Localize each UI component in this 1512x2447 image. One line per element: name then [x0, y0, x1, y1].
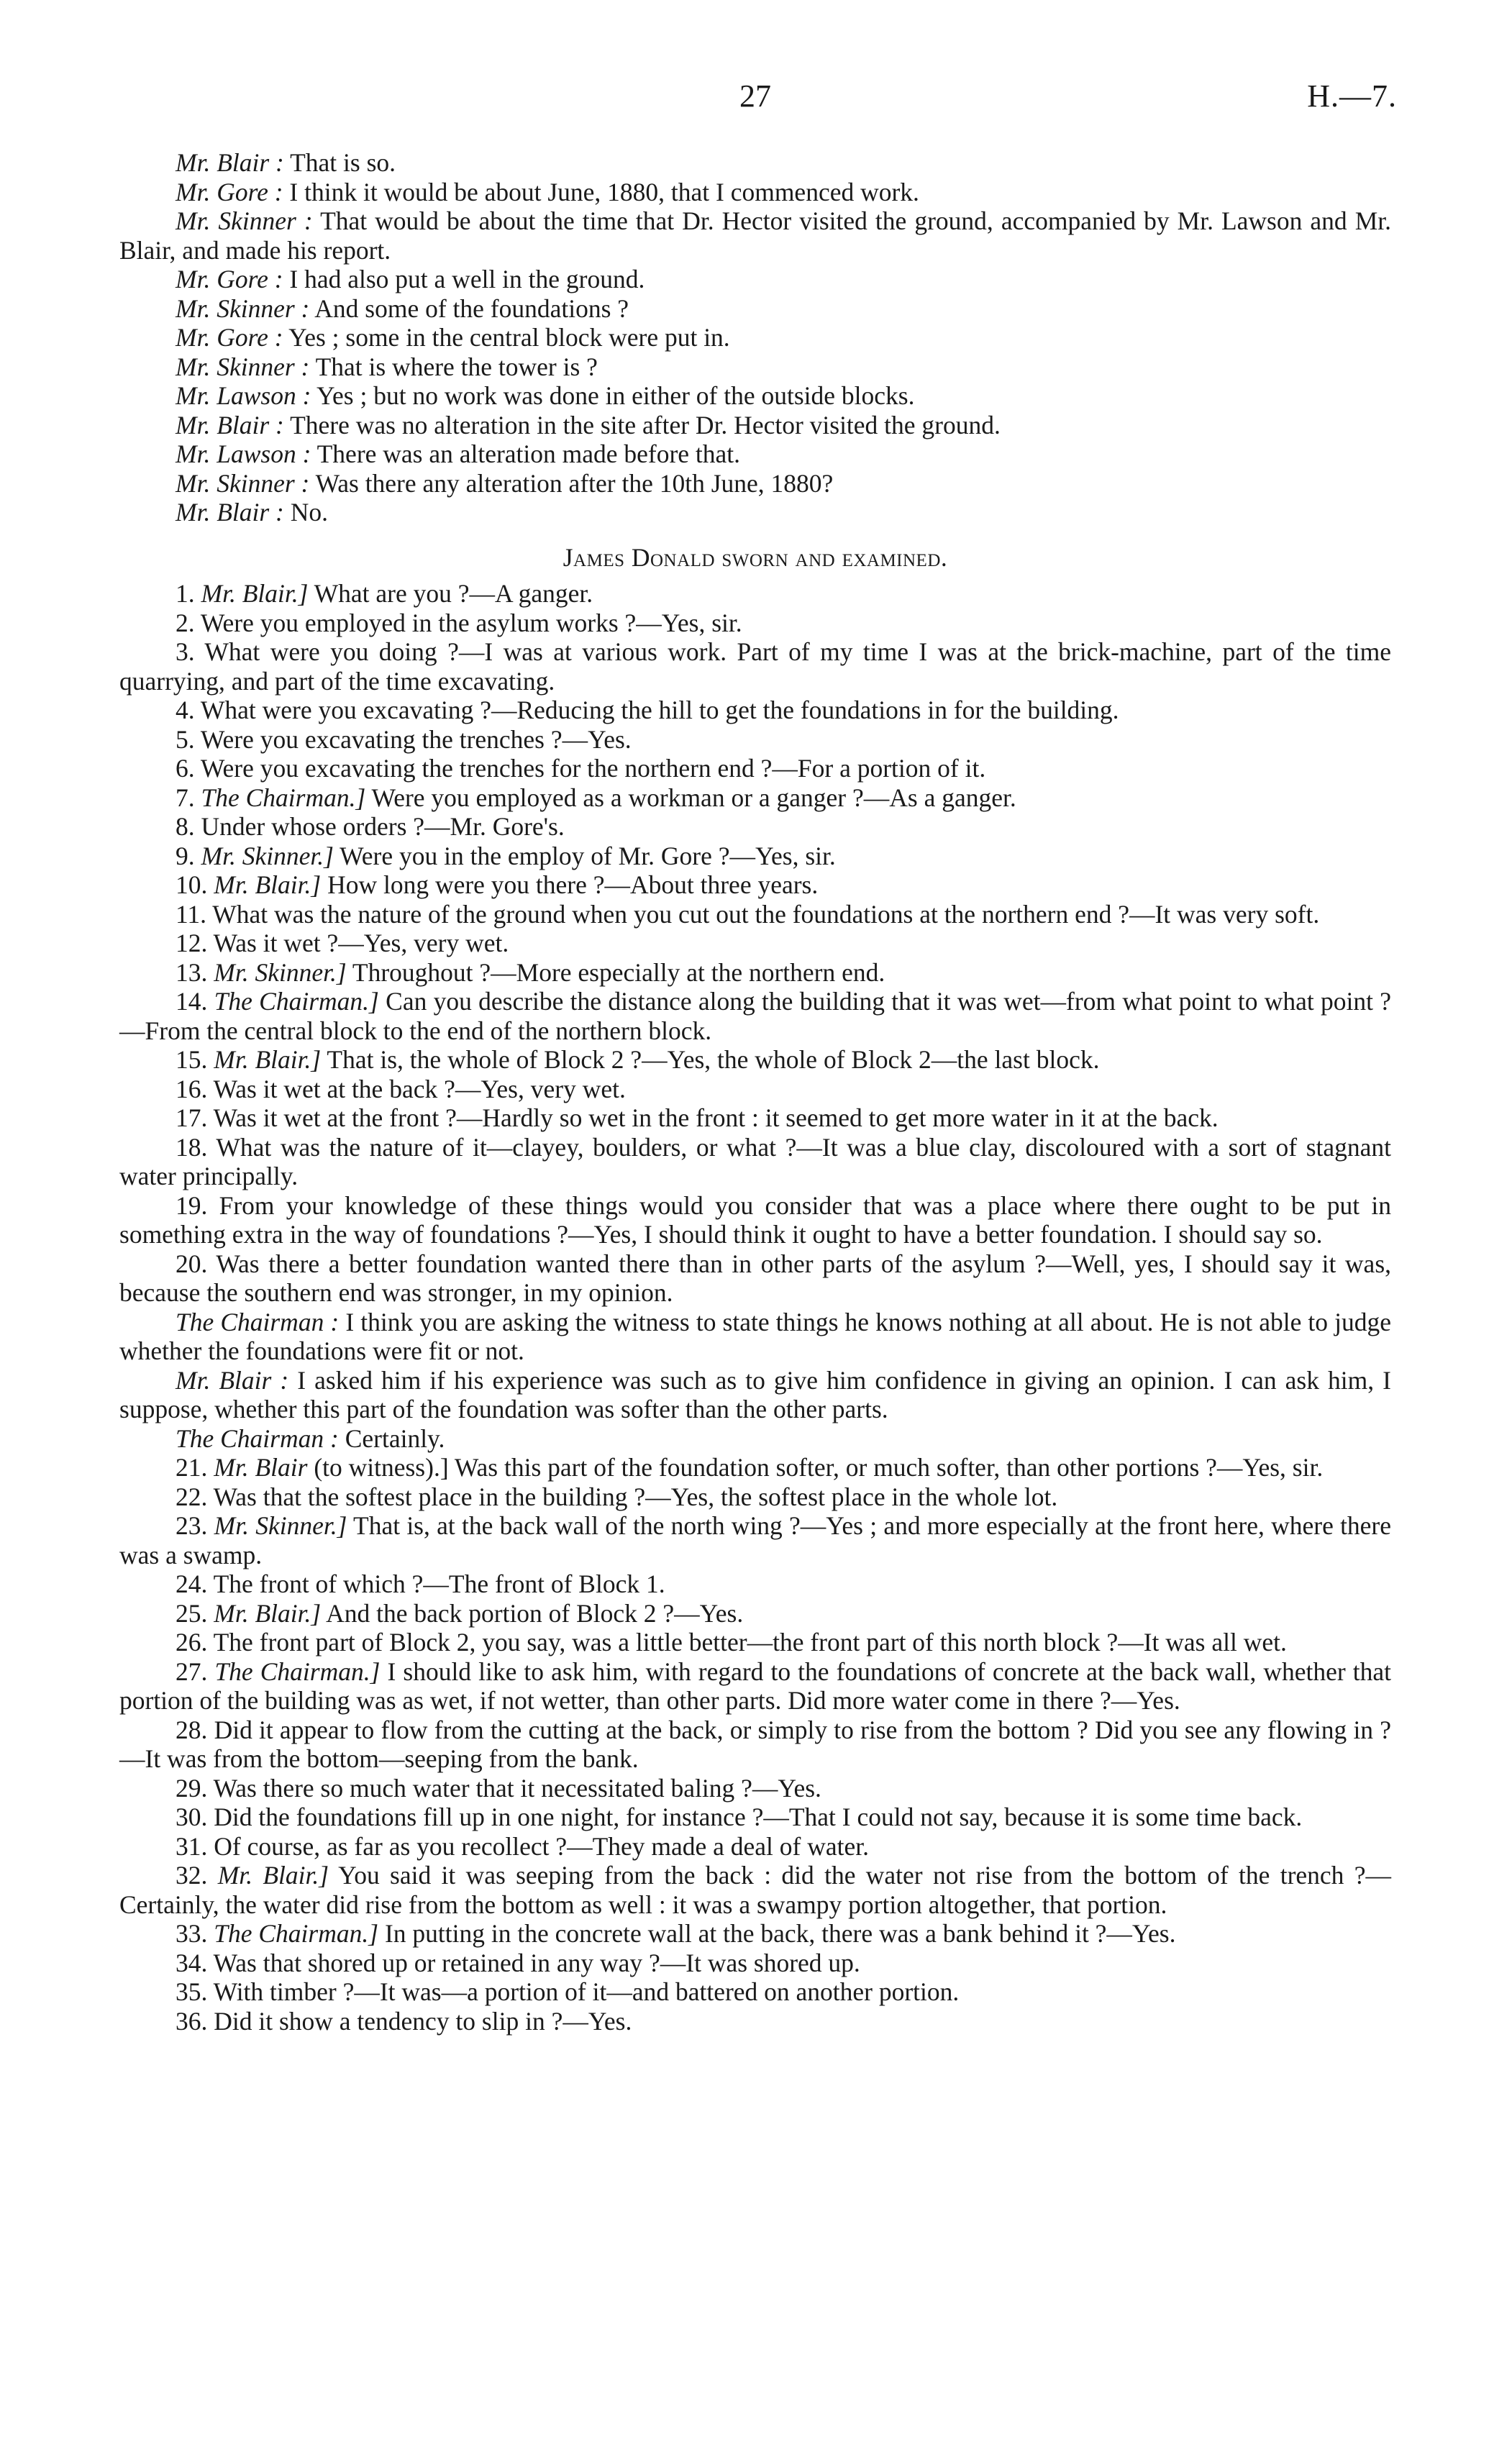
question-number: 29.	[176, 1773, 208, 1803]
question-item	[119, 1045, 1391, 1075]
question-text: Was that the softest place in the building ?—Yes, the softest place in the whole lot.	[213, 1482, 1058, 1511]
questions-part-one	[119, 579, 1391, 1308]
dialogue-text: Was there any alteration after the 10th June, 1880?	[315, 468, 834, 498]
question-speaker: Mr. Blair.]	[201, 579, 309, 608]
question-text: Was there so much water that it necessitated baling ?—Yes.	[213, 1773, 821, 1803]
page-number: 27	[739, 78, 771, 114]
speaker: Mr. Lawson :	[176, 381, 311, 410]
question-text: Were you excavating the trenches ?—Yes.	[200, 724, 632, 754]
dialogue-line	[119, 294, 1391, 324]
speaker: Mr. Gore :	[176, 177, 283, 206]
question-speaker: Mr. Skinner.]	[214, 957, 347, 987]
question-text: Was there a better foundation wanted there than in other parts of the asylum ?—Well, yes, I should say it was, because the southern end was stronger, in my opinion.	[119, 1249, 1392, 1307]
dialogue-line	[119, 1366, 1391, 1424]
question-text: Was it wet at the front ?—Hardly so wet in the front : it seemed to get more water in it at the back.	[213, 1103, 1219, 1132]
dialogue-line	[119, 1308, 1391, 1366]
question-text: From your knowledge of these things would you consider that was a place where there ought to be put in something extra in the way of foundations ?—Yes, I should think it ought to have a better foundation. I should say so.	[119, 1190, 1391, 1249]
speaker: The Chairman :	[176, 1307, 340, 1336]
question-speaker: Mr. Blair.]	[214, 870, 322, 899]
question-text: The front of which ?—The front of Block 1.	[213, 1569, 665, 1598]
speaker: Mr. Lawson :	[176, 439, 311, 468]
dialogue-text: That is so.	[290, 148, 396, 177]
question-item	[119, 1628, 1391, 1657]
question-number: 4.	[176, 696, 195, 724]
question-item	[119, 1861, 1391, 1919]
question-number: 14.	[176, 987, 208, 1016]
question-item	[119, 579, 1391, 609]
question-number: 34.	[176, 1948, 208, 1977]
questions-part-two	[119, 1453, 1391, 2036]
question-item	[119, 2007, 1391, 2036]
question-text: Of course, as far as you recollect ?—They made a deal of water.	[214, 1831, 869, 1861]
dialogue-line	[119, 381, 1391, 411]
question-number: 8.	[176, 812, 195, 841]
interjections	[119, 1308, 1391, 1454]
question-item	[119, 1482, 1391, 1512]
question-item	[119, 1511, 1391, 1569]
dialogue-line	[119, 178, 1391, 207]
dialogue-line	[119, 439, 1391, 469]
question-number: 26.	[176, 1628, 208, 1657]
question-number: 16.	[176, 1074, 208, 1103]
question-number: 11.	[176, 899, 207, 929]
question-number: 5.	[176, 724, 195, 754]
question-text: With timber ?—It was—a portion of it—and battered on another portion.	[213, 1977, 960, 2006]
question-number: 33.	[176, 1919, 208, 1948]
question-item	[119, 696, 1391, 725]
question-speaker: Mr. Skinner.]	[201, 841, 334, 870]
question-item	[119, 1249, 1391, 1308]
speaker: The Chairman :	[176, 1423, 339, 1453]
question-number: 28.	[176, 1715, 208, 1744]
question-number: 15.	[176, 1045, 208, 1074]
question-number: 7.	[176, 783, 195, 812]
question-text: In putting in the concrete wall at the back, there was a bank behind it ?—Yes.	[384, 1919, 1176, 1948]
question-number: 6.	[176, 754, 195, 783]
question-speaker: The Chairman.]	[201, 783, 366, 812]
dialogue-line	[119, 469, 1391, 498]
speaker: Mr. Skinner :	[176, 352, 310, 381]
dialogue-text: There was no alteration in the site after Dr. Hector visited the ground.	[290, 410, 1001, 439]
speaker: Mr. Skinner :	[176, 468, 310, 498]
question-number: 1.	[176, 579, 195, 608]
dialogue-text: I think you are asking the witness to state things he knows nothing at all about. He is not able to judge whether the foundations were fit or not.	[119, 1307, 1391, 1365]
question-speaker: Mr. Blair.]	[214, 1045, 322, 1074]
question-text: I should like to ask him, with regard to the foundations of concrete at the back wall, whether that portion of the building was as wet, if not wetter, than other parts. Did more water come in there ?—Yes.	[119, 1657, 1392, 1715]
question-item	[119, 637, 1391, 696]
question-speaker: Mr. Blair.]	[214, 1598, 322, 1628]
dialogue-text: No.	[290, 498, 329, 527]
question-item	[119, 958, 1391, 988]
question-number: 22.	[176, 1482, 208, 1511]
question-number: 30.	[176, 1803, 208, 1831]
question-speaker: The Chairman.]	[214, 1919, 379, 1948]
question-item	[119, 1453, 1391, 1482]
dialogue-text: Yes ; some in the central block were put in.	[288, 323, 730, 352]
speaker: Mr. Blair :	[176, 148, 284, 177]
question-number: 24.	[176, 1569, 208, 1598]
question-item	[119, 1774, 1391, 1803]
question-number: 17.	[176, 1103, 208, 1132]
question-text: You said it was seeping from the back : did the water not rise from the bottom of the trench ?—Certainly, the water did rise from the bottom as well : it was a swampy portion altogether, that portion.	[119, 1861, 1392, 1919]
question-item	[119, 1715, 1391, 1774]
question-text: Under whose orders ?—Mr. Gore's.	[201, 812, 565, 841]
question-item	[119, 1191, 1391, 1249]
question-item	[119, 987, 1391, 1045]
question-number: 35.	[176, 1977, 208, 2006]
question-text: Were you in the employ of Mr. Gore ?—Yes, sir.	[340, 841, 836, 870]
dialogue-line	[119, 265, 1391, 294]
speaker: Mr. Gore :	[176, 323, 283, 352]
question-text: (to witness).] Was this part of the foundation softer, or much softer, than other portions ?—Yes, sir.	[314, 1453, 1324, 1482]
dialogue-text: There was an alteration made before that.	[316, 439, 741, 468]
question-text: What was the nature of the ground when you cut out the foundations at the northern end ?—It was very soft.	[212, 899, 1320, 929]
question-speaker: The Chairman.]	[214, 987, 379, 1016]
question-text: Were you employed as a workman or a ganger ?—As a ganger.	[371, 783, 1016, 812]
question-text: Was it wet at the back ?—Yes, very wet.	[213, 1074, 626, 1103]
question-number: 2.	[176, 608, 195, 637]
question-number: 32.	[176, 1861, 208, 1890]
question-text: Throughout ?—More especially at the northern end.	[352, 957, 885, 987]
question-item	[119, 1949, 1391, 1978]
question-speaker: Mr. Skinner.]	[214, 1511, 347, 1540]
question-item	[119, 900, 1391, 929]
question-item	[119, 1919, 1391, 1949]
dialogue-line	[119, 411, 1391, 440]
question-text: What were you doing ?—I was at various work. Part of my time I was at the brick-machine, part of the time quarrying, and part of the time excavating.	[119, 637, 1392, 696]
document-body	[119, 148, 1391, 2036]
question-item	[119, 1832, 1391, 1862]
speaker: Mr. Blair :	[176, 410, 284, 439]
question-text: The front part of Block 2, you say, was a little better—the front part of this north block ?—It was all wet.	[213, 1628, 1287, 1657]
dialogue-line	[119, 352, 1391, 382]
question-item	[119, 812, 1391, 842]
question-item	[119, 1657, 1391, 1715]
question-number: 19.	[176, 1190, 208, 1220]
question-number: 31.	[176, 1831, 208, 1861]
question-number: 13.	[176, 957, 208, 987]
dialogue-line	[119, 1424, 1391, 1454]
question-text: Was that shored up or retained in any way ?—It was shored up.	[213, 1948, 860, 1977]
dialogue-line	[119, 148, 1391, 178]
question-number: 3.	[176, 637, 195, 666]
question-speaker: The Chairman.]	[214, 1657, 381, 1686]
question-text: Can you describe the distance along the building that it was wet—from what point to what point ?—From the central block to the end of the northern block.	[119, 987, 1392, 1045]
question-text: Were you employed in the asylum works ?—Yes, sir.	[200, 608, 742, 637]
question-item	[119, 1569, 1391, 1599]
question-item	[119, 783, 1391, 813]
question-item	[119, 870, 1391, 900]
question-text: How long were you there ?—About three years.	[327, 870, 819, 899]
question-number: 20.	[176, 1249, 208, 1278]
question-speaker: Mr. Blair	[214, 1453, 308, 1482]
question-item	[119, 1977, 1391, 2007]
dialogue-line	[119, 206, 1391, 265]
question-number: 23.	[176, 1511, 208, 1540]
witness-heading: James Donald sworn and examined.	[563, 542, 948, 572]
dialogue-text: I think it would be about June, 1880, that I commenced work.	[289, 177, 919, 206]
question-text: Were you excavating the trenches for the northern end ?—For a portion of it.	[200, 754, 986, 783]
dialogue-text: Certainly.	[345, 1423, 445, 1453]
question-item	[119, 842, 1391, 871]
dialogue-text: Yes ; but no work was done in either of the outside blocks.	[316, 381, 915, 410]
question-number: 36.	[176, 2006, 208, 2036]
dialogue-text: That is where the tower is ?	[315, 352, 598, 381]
question-number: 12.	[176, 929, 208, 957]
speaker: Mr. Skinner :	[176, 293, 310, 323]
question-item	[119, 1075, 1391, 1104]
question-text: That is, at the back wall of the north wing ?—Yes ; and more especially at the front here, where there was a swamp.	[119, 1511, 1392, 1569]
question-number: 21.	[176, 1453, 208, 1482]
document-reference: H.—7.	[1307, 78, 1397, 114]
dialogue-text: That would be about the time that Dr. Hector visited the ground, accompanied by Mr. Lawson and Mr. Blair, and made his report.	[119, 206, 1392, 265]
question-item	[119, 1599, 1391, 1628]
question-text: What are you ?—A ganger.	[314, 579, 593, 608]
dialogue-line	[119, 323, 1391, 352]
question-text: What were you excavating ?—Reducing the hill to get the foundations in for the building.	[200, 696, 1119, 724]
question-number: 9.	[176, 841, 195, 870]
question-speaker: Mr. Blair.]	[217, 1861, 329, 1890]
question-text: That is, the whole of Block 2 ?—Yes, the whole of Block 2—the last block.	[327, 1045, 1100, 1074]
question-item	[119, 1133, 1391, 1191]
dialogue-text: And some of the foundations ?	[314, 293, 629, 323]
question-text: Did the foundations fill up in one night, for instance ?—That I could not say, because it is some time back.	[214, 1803, 1303, 1831]
question-item	[119, 1103, 1391, 1133]
question-text: Did it show a tendency to slip in ?—Yes.	[214, 2006, 632, 2036]
question-number: 18.	[176, 1132, 208, 1162]
dialogue-text: I had also put a well in the ground.	[289, 265, 645, 293]
exchange-before	[119, 148, 1391, 527]
question-text: What was the nature of it—clayey, boulders, or what ?—It was a blue clay, discoloured with a sort of stagnant water principally.	[119, 1132, 1391, 1190]
question-item	[119, 1803, 1391, 1832]
dialogue-line	[119, 498, 1391, 527]
question-text: Was it wet ?—Yes, very wet.	[213, 929, 509, 957]
question-text: Did it appear to flow from the cutting at the back, or simply to rise from the bottom ? Did you see any flowing in ?—It was from the bottom—seeping from the bank.	[119, 1715, 1391, 1773]
speaker: Mr. Gore :	[176, 265, 283, 293]
dialogue-text: I asked him if his experience was such as to give him confidence in giving an opinion. I can ask him, I suppose, whether this part of the foundation was softer than the other parts.	[119, 1365, 1391, 1423]
question-item	[119, 609, 1391, 638]
question-item	[119, 929, 1391, 958]
question-item	[119, 725, 1391, 755]
speaker: Mr. Blair :	[176, 498, 284, 527]
question-number: 27.	[176, 1657, 208, 1686]
question-number: 25.	[176, 1598, 208, 1628]
question-number: 10.	[176, 870, 208, 899]
speaker: Mr. Blair :	[176, 1365, 289, 1395]
question-text: And the back portion of Block 2 ?—Yes.	[326, 1598, 744, 1628]
question-item	[119, 754, 1391, 783]
speaker: Mr. Skinner :	[176, 206, 313, 235]
